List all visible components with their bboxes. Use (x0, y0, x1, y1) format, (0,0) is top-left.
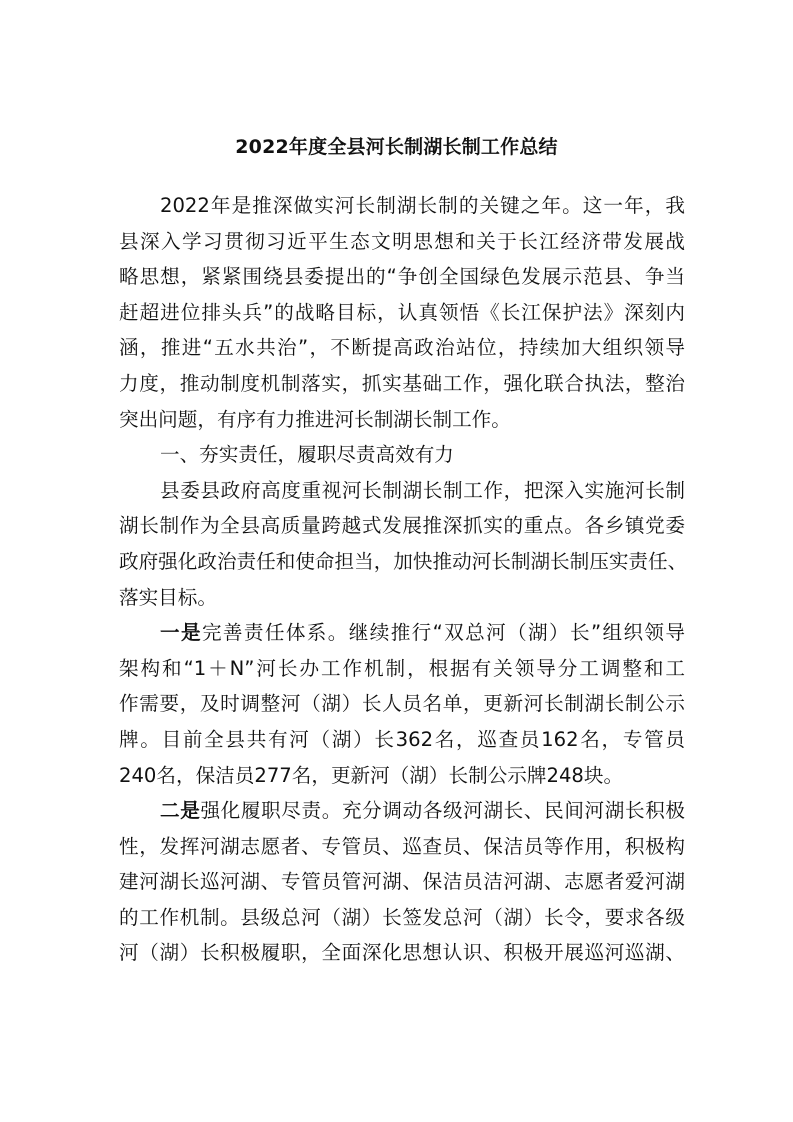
text-line: 的工作机制。县级总河（湖）长签发总河（湖）长令，要求各级 (119, 905, 685, 929)
document-body (119, 188, 688, 971)
paragraph-point-one (119, 615, 685, 793)
paragraph-point-two (119, 793, 685, 971)
text-line: 县委县政府高度重视河长制湖长制工作，把深入实施河长制 (160, 478, 685, 502)
paragraph-responsibility (119, 473, 688, 615)
text-line: 落实目标。 (119, 585, 217, 609)
text-span: 强化履职尽责。充分调动各级河湖长、民间河湖长积极 (200, 799, 686, 823)
document-title: 2022年度全县河长制湖长制工作总结 (235, 136, 558, 158)
bold-prefix: 一是 (160, 621, 202, 645)
text-line: 突出问题，有序有力推进河长制湖长制工作。 (119, 407, 511, 431)
text-line: 2022年是推深做实河长制湖长制的关键之年。这一年，我 (160, 194, 685, 217)
text-line: 建河湖长巡河湖、专管员管河湖、保洁员洁河湖、志愿者爱河湖 (119, 870, 685, 894)
text-line: 作需要，及时调整河（湖）长人员名单，更新河长制湖长制公示 (119, 692, 685, 716)
text-line: 河（湖）长积极履职，全面深化思想认识、积极开展巡河巡湖、 (119, 941, 685, 965)
section-heading: 一、夯实责任，履职尽责高效有力 (160, 443, 454, 467)
text-line: 湖长制作为全县高质量跨越式发展推深抓实的重点。各乡镇党委 (119, 514, 685, 538)
text-line: 240名，保洁员277名，更新河（湖）长制公示牌248块。 (119, 763, 624, 787)
text-line (119, 615, 685, 651)
text-line (119, 793, 685, 829)
bold-prefix: 二是 (160, 799, 201, 823)
text-line: 略思想，紧紧围绕县委提出的“争创全国绿色发展示范县、争当 (119, 265, 685, 289)
text-line: 力度，推动制度机制落实，抓实基础工作，强化联合执法，整治 (119, 371, 685, 395)
text-line: 架构和“1＋N”河长办工作机制，根据有关领导分工调整和工 (119, 656, 685, 680)
text-line: 赶超进位排头兵”的战略目标，认真领悟《长江保护法》深刻内 (119, 300, 685, 324)
text-line: 牌。目前全县共有河（湖）长362名，巡查员162名，专管员 (119, 727, 685, 751)
text-line: 政府强化政治责任和使命担当，加快推动河长制湖长制压实责任、 (119, 549, 688, 573)
text-line: 性，发挥河湖志愿者、专管员、巡查员、保洁员等作用，积极构 (119, 834, 685, 858)
text-line: 县深入学习贯彻习近平生态文明思想和关于长江经济带发展战 (119, 229, 685, 253)
text-line: 涵，推进“五水共治”，不断提高政治站位，持续加大组织领导 (119, 336, 685, 360)
paragraph-intro (119, 188, 685, 437)
text-span: 完善责任体系。继续推行“双总河（湖）长”组织领导 (201, 621, 685, 645)
